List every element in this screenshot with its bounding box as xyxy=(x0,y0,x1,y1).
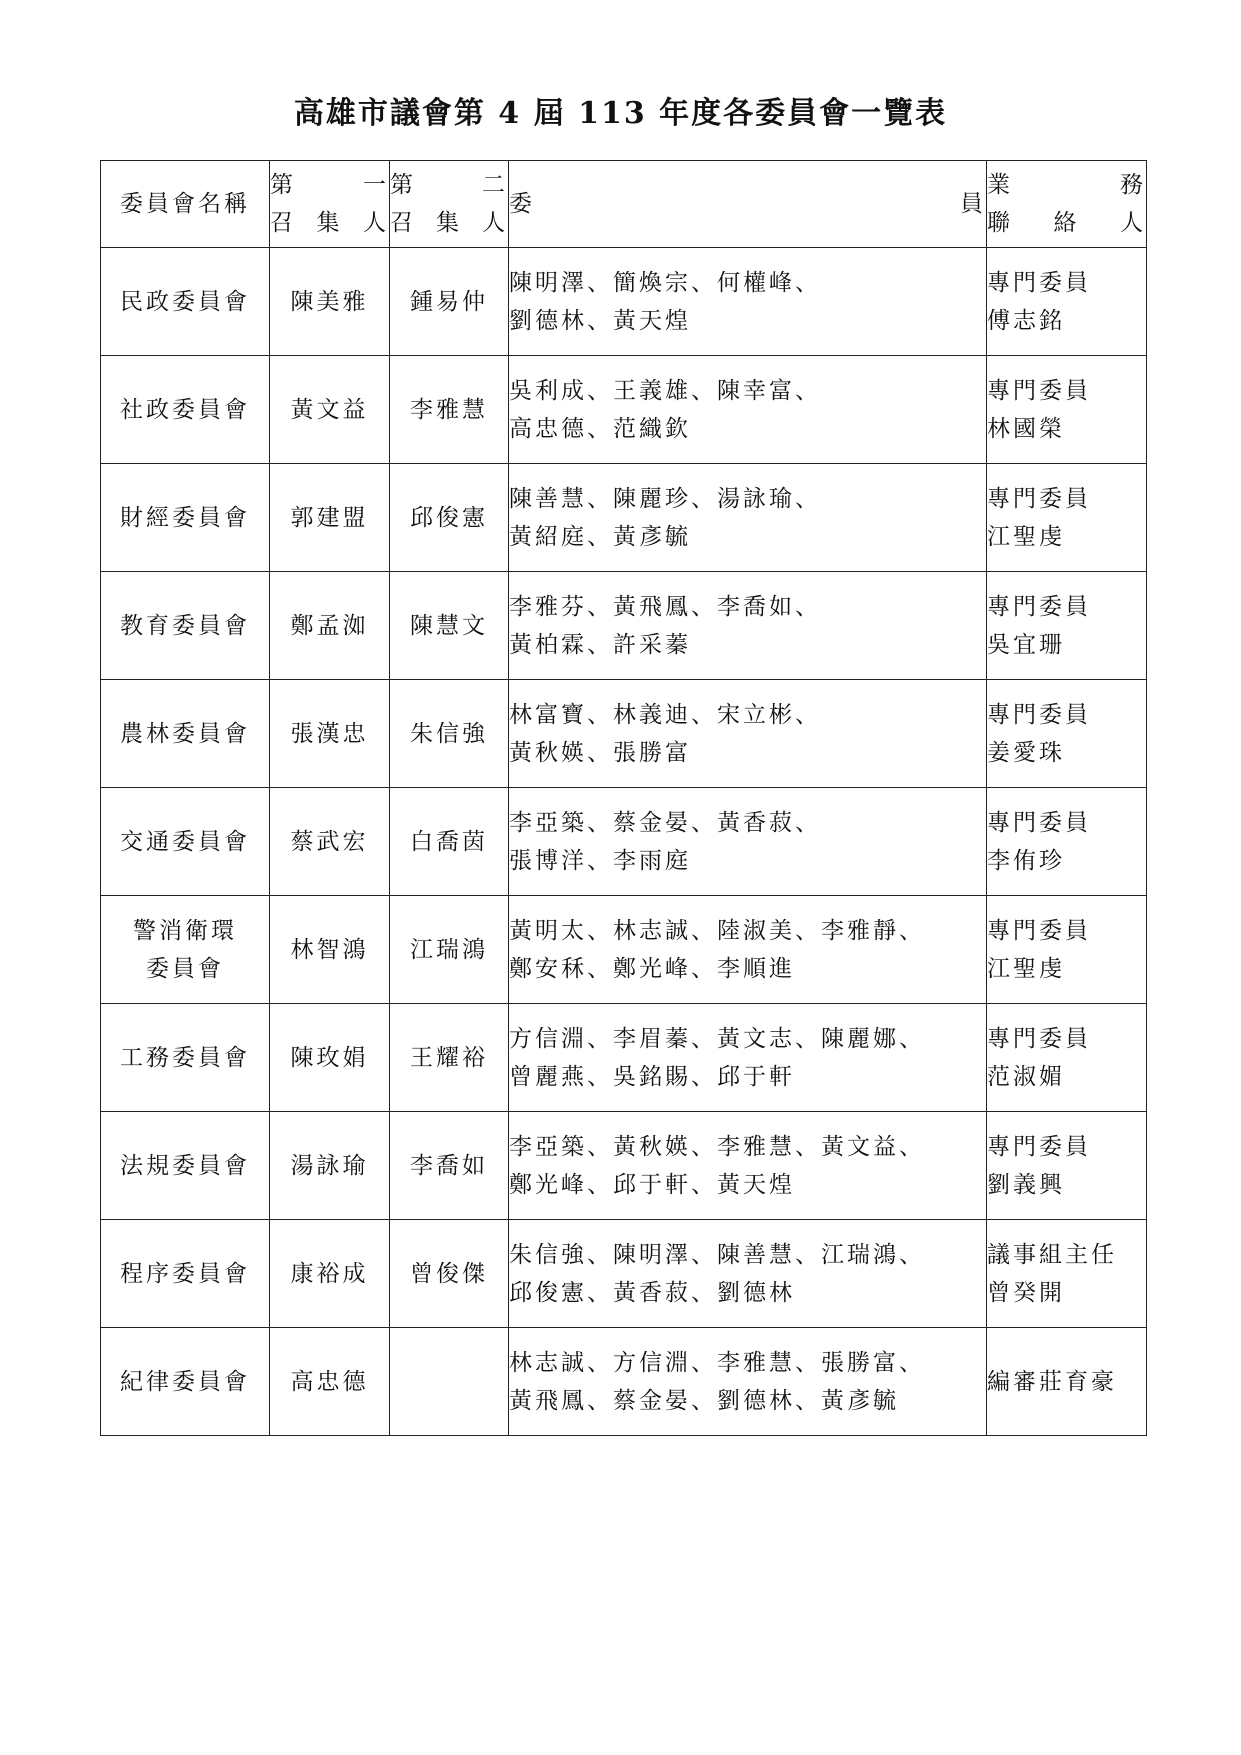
liaison-cell xyxy=(987,1112,1147,1220)
liaison-line: 曾癸開 xyxy=(987,1279,1065,1306)
second-convener xyxy=(390,1328,509,1436)
header-members: 委 員 xyxy=(509,161,987,248)
header-second-line1: 第 二 xyxy=(390,172,508,198)
liaison-line: 范淑媚 xyxy=(987,1063,1065,1090)
liaison-line: 專門委員 xyxy=(987,701,1091,728)
table-row xyxy=(101,464,1147,572)
first-convener: 郭建盟 xyxy=(270,464,390,572)
liaison-line: 李侑珍 xyxy=(987,847,1065,874)
liaison-cell xyxy=(987,788,1147,896)
header-first-line2: 召集人 xyxy=(270,210,389,236)
members-cell xyxy=(509,572,987,680)
committee-name-cell xyxy=(101,572,270,680)
table-row xyxy=(101,788,1147,896)
members-line: 張博洋、李雨庭 xyxy=(509,847,691,874)
liaison-line: 專門委員 xyxy=(987,917,1091,944)
header-liaison-line2: 聯絡人 xyxy=(987,210,1146,236)
second-convener: 李喬如 xyxy=(390,1112,509,1220)
members-line: 黃明太、林志誠、陸淑美、李雅靜、 xyxy=(509,917,925,944)
liaison-line: 專門委員 xyxy=(987,377,1091,404)
committee-name-cell xyxy=(101,1220,270,1328)
committee-name-cell xyxy=(101,896,270,1004)
table-row xyxy=(101,572,1147,680)
table-row xyxy=(101,1220,1147,1328)
members-line: 李亞築、蔡金晏、黃香菽、 xyxy=(509,809,821,836)
header-second-convener xyxy=(390,161,509,248)
committee-name: 教育委員會 xyxy=(120,612,250,639)
header-first-convener xyxy=(270,161,390,248)
committee-name-cell xyxy=(101,680,270,788)
liaison-line: 專門委員 xyxy=(987,593,1091,620)
committee-name-cell xyxy=(101,356,270,464)
members-line: 李亞築、黃秋媖、李雅慧、黃文益、 xyxy=(509,1133,925,1160)
liaison-cell xyxy=(987,572,1147,680)
header-committee-name: 委員會名稱 xyxy=(101,161,270,248)
committee-name: 交通委員會 xyxy=(120,828,250,855)
committee-table xyxy=(100,160,1147,1436)
liaison-line: 專門委員 xyxy=(987,269,1091,296)
second-convener: 朱信強 xyxy=(390,680,509,788)
committee-name-cell xyxy=(101,464,270,572)
liaison-line: 姜愛珠 xyxy=(987,739,1065,766)
second-convener: 曾俊傑 xyxy=(390,1220,509,1328)
table-row xyxy=(101,248,1147,356)
table-row xyxy=(101,356,1147,464)
liaison-line: 江聖虔 xyxy=(987,523,1065,550)
members-line: 林富寶、林義迪、宋立彬、 xyxy=(509,701,821,728)
committee-name: 法規委員會 xyxy=(120,1152,250,1179)
members-line: 李雅芬、黃飛鳳、李喬如、 xyxy=(509,593,821,620)
members-line: 陳明澤、簡煥宗、何權峰、 xyxy=(509,269,821,296)
liaison-cell xyxy=(987,1328,1147,1436)
members-line: 黃秋媖、張勝富 xyxy=(509,739,691,766)
page-title: 高雄市議會第 4 屆 113 年度各委員會一覽表 xyxy=(293,96,948,131)
first-convener: 鄭孟洳 xyxy=(270,572,390,680)
liaison-line: 議事組主任 xyxy=(987,1241,1117,1268)
first-convener: 黃文益 xyxy=(270,356,390,464)
members-line: 黃紹庭、黃彥毓 xyxy=(509,523,691,550)
committee-name-cell xyxy=(101,788,270,896)
second-convener: 鍾易仲 xyxy=(390,248,509,356)
committee-name: 委員會 xyxy=(146,955,224,982)
committee-name: 工務委員會 xyxy=(120,1044,250,1071)
committee-name: 社政委員會 xyxy=(120,396,250,423)
liaison-line: 專門委員 xyxy=(987,1025,1091,1052)
members-line: 陳善慧、陳麗珍、湯詠瑜、 xyxy=(509,485,821,512)
members-line: 高忠德、范織欽 xyxy=(509,415,691,442)
first-convener: 陳美雅 xyxy=(270,248,390,356)
members-cell xyxy=(509,680,987,788)
first-convener: 高忠德 xyxy=(270,1328,390,1436)
first-convener: 康裕成 xyxy=(270,1220,390,1328)
liaison-line: 專門委員 xyxy=(987,1133,1091,1160)
committee-name: 程序委員會 xyxy=(120,1260,250,1287)
second-convener: 李雅慧 xyxy=(390,356,509,464)
members-cell xyxy=(509,1004,987,1112)
table-row xyxy=(101,896,1147,1004)
members-line: 曾麗燕、吳銘賜、邱于軒 xyxy=(509,1063,795,1090)
liaison-cell xyxy=(987,1004,1147,1112)
committee-name-cell xyxy=(101,1112,270,1220)
liaison-cell xyxy=(987,680,1147,788)
header-liaison xyxy=(987,161,1147,248)
committee-name: 農林委員會 xyxy=(120,720,250,747)
members-cell xyxy=(509,788,987,896)
members-line: 劉德林、黃天煌 xyxy=(509,307,691,334)
first-convener: 張漢忠 xyxy=(270,680,390,788)
table-body xyxy=(101,248,1147,1436)
first-convener: 蔡武宏 xyxy=(270,788,390,896)
table-row xyxy=(101,1004,1147,1112)
first-convener: 林智鴻 xyxy=(270,896,390,1004)
members-line: 黃飛鳳、蔡金晏、劉德林、黃彥毓 xyxy=(509,1387,899,1414)
first-convener: 陳玫娟 xyxy=(270,1004,390,1112)
members-cell xyxy=(509,1112,987,1220)
members-cell xyxy=(509,1220,987,1328)
header-first-line1: 第 一 xyxy=(270,172,389,198)
liaison-line: 專門委員 xyxy=(987,809,1091,836)
members-cell xyxy=(509,896,987,1004)
second-convener: 陳慧文 xyxy=(390,572,509,680)
first-convener: 湯詠瑜 xyxy=(270,1112,390,1220)
committee-name: 警消衛環 xyxy=(133,917,237,944)
committee-name: 財經委員會 xyxy=(120,504,250,531)
second-convener: 邱俊憲 xyxy=(390,464,509,572)
members-line: 朱信強、陳明澤、陳善慧、江瑞鴻、 xyxy=(509,1241,925,1268)
second-convener: 王耀裕 xyxy=(390,1004,509,1112)
committee-name-cell xyxy=(101,1328,270,1436)
members-cell xyxy=(509,248,987,356)
committee-name-cell xyxy=(101,1004,270,1112)
liaison-line: 江聖虔 xyxy=(987,955,1065,982)
members-line: 鄭安秝、鄭光峰、李順進 xyxy=(509,955,795,982)
liaison-cell xyxy=(987,356,1147,464)
second-convener: 白喬茵 xyxy=(390,788,509,896)
liaison-line: 劉義興 xyxy=(987,1171,1065,1198)
members-line: 黃柏霖、許采蓁 xyxy=(509,631,691,658)
members-cell xyxy=(509,1328,987,1436)
liaison-cell xyxy=(987,248,1147,356)
table-row xyxy=(101,1328,1147,1436)
members-cell xyxy=(509,356,987,464)
liaison-line: 林國榮 xyxy=(987,415,1065,442)
committee-name-cell xyxy=(101,248,270,356)
committee-name: 民政委員會 xyxy=(120,288,250,315)
members-line: 方信淵、李眉蓁、黃文志、陳麗娜、 xyxy=(509,1025,925,1052)
second-convener: 江瑞鴻 xyxy=(390,896,509,1004)
header-second-line2: 召集人 xyxy=(390,210,508,236)
members-line: 邱俊憲、黃香菽、劉德林 xyxy=(509,1279,795,1306)
liaison-line: 專門委員 xyxy=(987,485,1091,512)
liaison-cell xyxy=(987,464,1147,572)
committee-name: 紀律委員會 xyxy=(120,1368,250,1395)
members-line: 吳利成、王義雄、陳幸富、 xyxy=(509,377,821,404)
liaison-line: 編審莊育豪 xyxy=(987,1368,1117,1395)
members-line: 鄭光峰、邱于軒、黃天煌 xyxy=(509,1171,795,1198)
members-line: 林志誠、方信淵、李雅慧、張勝富、 xyxy=(509,1349,925,1376)
liaison-cell xyxy=(987,1220,1147,1328)
table-row xyxy=(101,1112,1147,1220)
liaison-line: 吳宜珊 xyxy=(987,631,1065,658)
table-header-row xyxy=(101,161,1147,248)
header-liaison-line1: 業 務 xyxy=(987,172,1146,198)
table-row xyxy=(101,680,1147,788)
liaison-cell xyxy=(987,896,1147,1004)
members-cell xyxy=(509,464,987,572)
liaison-line: 傅志銘 xyxy=(987,307,1065,334)
